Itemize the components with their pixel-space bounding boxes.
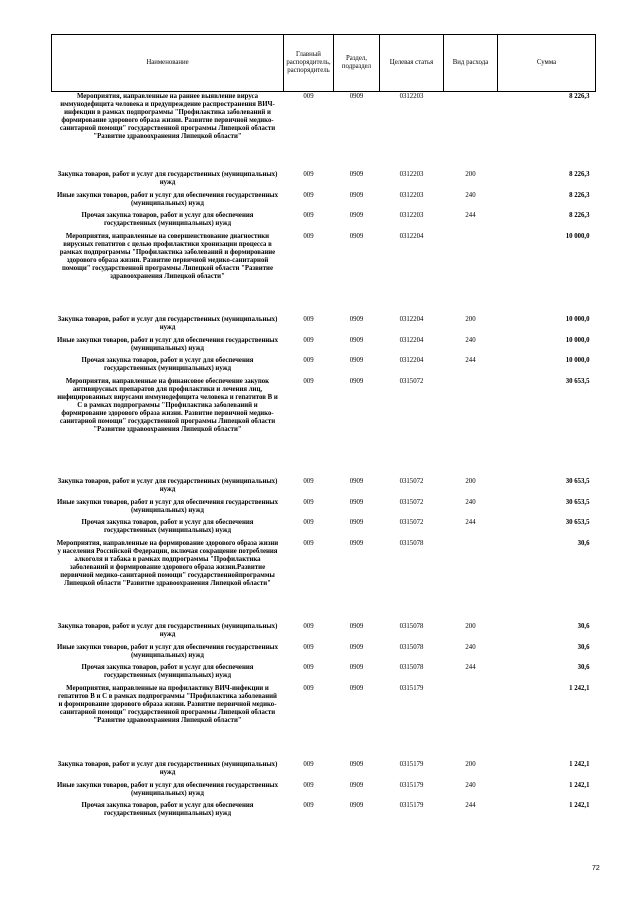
- header-expense-type: Вид расхода: [444, 35, 498, 92]
- row-section-cell: 0909: [349, 760, 364, 768]
- row-target-cell: 0312203: [399, 211, 424, 219]
- header-target: Целевая статья: [380, 35, 444, 92]
- header-amount: Сумма: [498, 35, 596, 92]
- table-row: [52, 518, 596, 539]
- row-target-cell: 0315078: [399, 622, 424, 630]
- row-target-cell: 0315179: [399, 684, 424, 692]
- row-section-cell: 0909: [349, 377, 364, 385]
- row-expense-type-cell: 244: [465, 518, 476, 526]
- row-section-cell: 0909: [349, 170, 364, 178]
- row-name-cell: Закупка товаров, работ и услуг для государственных (муниципальных) нужд: [57, 477, 278, 493]
- row-admin-cell: 009: [303, 377, 314, 385]
- header-admin: Главный распорядитель, распорядитель: [284, 35, 334, 92]
- row-amount-cell: 8 226,3: [569, 211, 590, 219]
- row-admin-cell: 009: [303, 663, 314, 671]
- row-name-cell: Прочая закупка товаров, работ и услуг для обеспечения государственных (муниципальных) нужд: [81, 801, 254, 817]
- page-number: 72: [592, 865, 600, 872]
- row-target-cell: 0315072: [399, 377, 424, 385]
- row-amount-cell: 1 242,1: [569, 760, 590, 768]
- row-section-cell: 0909: [349, 498, 364, 506]
- row-target-cell: 0315078: [399, 539, 424, 547]
- table-row: [52, 211, 596, 232]
- table-row: [52, 315, 596, 336]
- row-expense-type-cell: [444, 684, 498, 760]
- row-target-cell: 0312204: [399, 315, 424, 323]
- row-section-cell: 0909: [349, 539, 364, 547]
- table-row: [52, 92, 596, 170]
- row-name-cell: Иные закупки товаров, работ и услуг для обеспечения государственных (муниципальных) нужд: [57, 643, 278, 659]
- row-name-cell: Мероприятия, направленные на формирование здорового образа жизни у населения Российской Федерации, включая сокращение потребления алкоголя и табака в рамках подпрограммы "Профилактика заболеваний и формирование здорового образа жизни.Развитие первичной медико-санитарной помощи" государственнойпрограммы Липецкой области "Развитие здравоохранения Липецкой области": [56, 539, 279, 587]
- row-name-cell: Закупка товаров, работ и услуг для государственных (муниципальных) нужд: [57, 760, 278, 776]
- row-name-cell: Иные закупки товаров, работ и услуг для обеспечения государственных (муниципальных) нужд: [57, 498, 278, 514]
- row-name-cell: Мероприятия, направленные на совершенствование диагностики вирусных гепатитов с целью профилактики хронизации процесса в рамках подпрограммы "Профилактика заболеваний и формирование здорового образа жизни. Развитие первичной медико-санитарной помощи" государственной программы Липецкой области "Развитие здравоохранения Липецкой области": [59, 232, 276, 280]
- row-name-cell: Закупка товаров, работ и услуг для государственных (муниципальных) нужд: [57, 622, 278, 638]
- row-target-cell: 0312203: [399, 93, 424, 100]
- row-target-cell: 0312203: [399, 170, 424, 178]
- row-expense-type-cell: 244: [465, 356, 476, 364]
- table-row: [52, 191, 596, 211]
- row-section-cell: 0909: [349, 801, 364, 809]
- row-expense-type-cell: [444, 377, 498, 477]
- table-row: [52, 684, 596, 760]
- row-target-cell: 0315179: [399, 801, 424, 809]
- row-expense-type-cell: 244: [465, 801, 476, 809]
- row-section-cell: 0909: [349, 336, 364, 344]
- row-amount-cell: 30 653,5: [565, 477, 590, 485]
- row-section-cell: 0909: [349, 643, 364, 651]
- row-expense-type-cell: 200: [465, 170, 476, 178]
- row-name-cell: Мероприятия, направленные на профилактику ВИЧ-инфекции и гепатитов В и С в рамках подпрограммы "Профилактика заболеваний и формирование здорового образа жизни. Развитие первичной медико-санитарной помощи" государственной программы Липецкой области "Развитие здравоохранения Липецкой области": [58, 684, 277, 724]
- row-amount-cell: 10 000,0: [565, 336, 590, 344]
- row-expense-type-cell: 240: [465, 498, 476, 506]
- row-expense-type-cell: 200: [465, 315, 476, 323]
- row-section-cell: 0909: [349, 93, 364, 100]
- row-amount-cell: 10 000,0: [565, 232, 590, 240]
- row-expense-type-cell: 200: [465, 477, 476, 485]
- row-name-cell: Мероприятия, направленные на финансовое обеспечение закупок антивирусных препаратов для профилактики и лечения лиц, инфицированных вирусами иммунодефицита человека и гепатитов В и С в рамках подпрограммы "Профилактика заболеваний и формирование здорового образа жизни. Развитие первичной медико-санитарной помощи" государственной программы Липецкой области "Развитие здравоохранения Липецкой области": [57, 377, 278, 433]
- row-expense-type-cell: 200: [465, 760, 476, 768]
- row-admin-cell: 009: [303, 232, 314, 240]
- table-row: [52, 539, 596, 622]
- table-row: [52, 377, 596, 477]
- table-row: [52, 760, 596, 781]
- row-target-cell: 0312204: [399, 336, 424, 344]
- row-name-cell: Прочая закупка товаров, работ и услуг для обеспечения государственных (муниципальных) нужд: [81, 356, 254, 372]
- row-section-cell: 0909: [349, 663, 364, 671]
- row-expense-type-cell: 244: [465, 663, 476, 671]
- row-admin-cell: 009: [303, 93, 314, 100]
- row-admin-cell: 009: [303, 315, 314, 323]
- row-section-cell: 0909: [349, 191, 364, 199]
- row-name-cell: Мероприятия, направленные на раннее выявление вируса иммунодефицита человека и предупреждение распространения ВИЧ-инфекции в рамках подпрограммы "Профилактика заболеваний и формирование здорового образа жизни. Развитие первичной медико-санитарной помощи" государственной программы Липецкой области "Развитие здравоохранения Липецкой области": [59, 93, 276, 141]
- row-section-cell: 0909: [349, 477, 364, 485]
- row-name-cell: Закупка товаров, работ и услуг для государственных (муниципальных) нужд: [57, 170, 278, 186]
- row-admin-cell: 009: [303, 801, 314, 809]
- table-row: [52, 170, 596, 191]
- row-target-cell: 0315072: [399, 477, 424, 485]
- row-section-cell: 0909: [349, 232, 364, 240]
- row-name-cell: Прочая закупка товаров, работ и услуг для обеспечения государственных (муниципальных) нужд: [81, 663, 254, 679]
- row-amount-cell: 8 226,3: [569, 93, 590, 100]
- table-row: [52, 781, 596, 801]
- row-amount-cell: 10 000,0: [565, 315, 590, 323]
- budget-table: [51, 34, 596, 822]
- row-amount-cell: 30,6: [577, 539, 590, 547]
- header-name: Наименование: [52, 35, 284, 92]
- row-admin-cell: 009: [303, 356, 314, 364]
- row-amount-cell: 1 242,1: [569, 781, 590, 789]
- table-row: [52, 498, 596, 518]
- row-target-cell: 0312203: [399, 191, 424, 199]
- row-name-cell: Иные закупки товаров, работ и услуг для обеспечения государственных (муниципальных) нужд: [57, 781, 278, 797]
- row-expense-type-cell: 200: [465, 622, 476, 630]
- table-row: [52, 356, 596, 377]
- row-section-cell: 0909: [349, 356, 364, 364]
- row-amount-cell: 30,6: [577, 663, 590, 671]
- row-amount-cell: 30,6: [577, 622, 590, 630]
- row-expense-type-cell: 244: [465, 211, 476, 219]
- row-target-cell: 0312204: [399, 232, 424, 240]
- row-target-cell: 0312204: [399, 356, 424, 364]
- row-expense-type-cell: 240: [465, 643, 476, 651]
- row-admin-cell: 009: [303, 211, 314, 219]
- row-amount-cell: 30 653,5: [565, 498, 590, 506]
- row-amount-cell: 1 242,1: [569, 684, 590, 692]
- row-expense-type-cell: 240: [465, 336, 476, 344]
- row-admin-cell: 009: [303, 498, 314, 506]
- row-section-cell: 0909: [349, 622, 364, 630]
- row-section-cell: 0909: [349, 211, 364, 219]
- row-expense-type-cell: [444, 539, 498, 622]
- table-body: [52, 92, 596, 822]
- row-admin-cell: 009: [303, 684, 314, 692]
- row-admin-cell: 009: [303, 760, 314, 768]
- row-name-cell: Прочая закупка товаров, работ и услуг для обеспечения государственных (муниципальных) нужд: [81, 211, 254, 227]
- table-header-row: [52, 35, 596, 92]
- row-section-cell: 0909: [349, 781, 364, 789]
- row-amount-cell: 30 653,5: [565, 377, 590, 385]
- table-row: [52, 663, 596, 684]
- row-admin-cell: 009: [303, 336, 314, 344]
- row-admin-cell: 009: [303, 622, 314, 630]
- row-admin-cell: 009: [303, 477, 314, 485]
- row-expense-type-cell: 240: [465, 781, 476, 789]
- row-admin-cell: 009: [303, 643, 314, 651]
- row-expense-type-cell: [444, 232, 498, 315]
- row-target-cell: 0315072: [399, 518, 424, 526]
- row-target-cell: 0315078: [399, 643, 424, 651]
- table-row: [52, 477, 596, 498]
- row-amount-cell: 1 242,1: [569, 801, 590, 809]
- row-name-cell: Прочая закупка товаров, работ и услуг для обеспечения государственных (муниципальных) нужд: [81, 518, 254, 534]
- table-row: [52, 801, 596, 822]
- row-name-cell: Иные закупки товаров, работ и услуг для обеспечения государственных (муниципальных) нужд: [57, 191, 278, 207]
- row-amount-cell: 30 653,5: [565, 518, 590, 526]
- row-admin-cell: 009: [303, 539, 314, 547]
- row-admin-cell: 009: [303, 191, 314, 199]
- row-target-cell: 0315072: [399, 498, 424, 506]
- table-row: [52, 643, 596, 663]
- row-admin-cell: 009: [303, 518, 314, 526]
- row-admin-cell: 009: [303, 170, 314, 178]
- table-row: [52, 336, 596, 356]
- row-section-cell: 0909: [349, 684, 364, 692]
- row-amount-cell: 10 000,0: [565, 356, 590, 364]
- row-amount-cell: 30,6: [577, 643, 590, 651]
- row-target-cell: 0315179: [399, 760, 424, 768]
- header-section: Раздел, подраздел: [334, 35, 380, 92]
- row-name-cell: Иные закупки товаров, работ и услуг для обеспечения государственных (муниципальных) нужд: [57, 336, 278, 352]
- row-amount-cell: 8 226,3: [569, 191, 590, 199]
- table-row: [52, 622, 596, 643]
- table-row: [52, 232, 596, 315]
- row-section-cell: 0909: [349, 518, 364, 526]
- row-name-cell: Закупка товаров, работ и услуг для государственных (муниципальных) нужд: [57, 315, 278, 331]
- row-expense-type-cell: [444, 92, 498, 170]
- row-section-cell: 0909: [349, 315, 364, 323]
- row-target-cell: 0315179: [399, 781, 424, 789]
- row-expense-type-cell: 240: [465, 191, 476, 199]
- row-target-cell: 0315078: [399, 663, 424, 671]
- row-amount-cell: 8 226,3: [569, 170, 590, 178]
- row-admin-cell: 009: [303, 781, 314, 789]
